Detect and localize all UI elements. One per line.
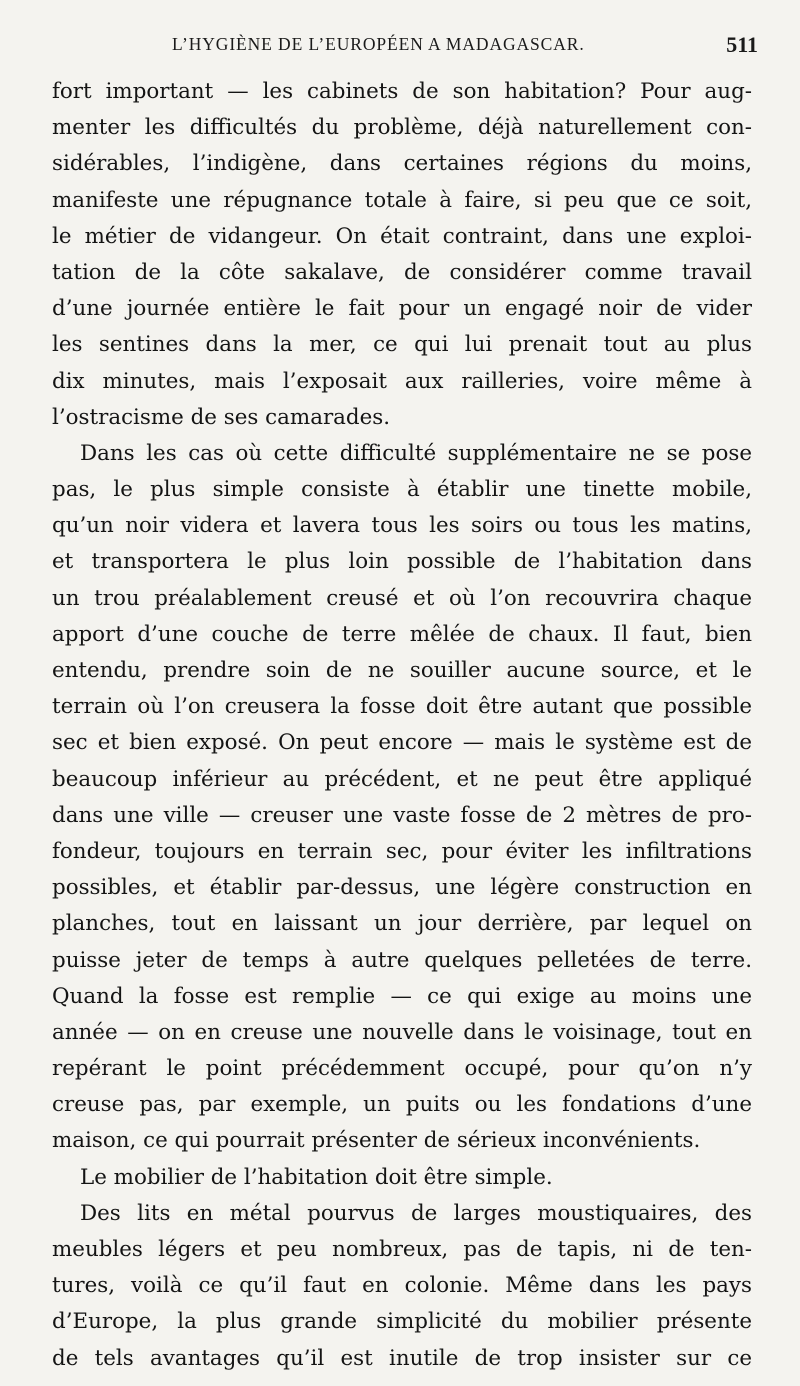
text-line: les sentines dans la mer, ce qui lui prenait tout au plus	[52, 332, 752, 358]
text-line: fondeur, toujours en terrain sec, pour éviter les infiltrations	[52, 838, 752, 864]
text-line: entendu, prendre soin de ne souiller aucune source, et le	[52, 658, 752, 683]
text-line: planches, tout en laissant un jour derrière, par lequel on	[52, 911, 752, 937]
text-line: pas, le plus simple consiste à établir une tinette mobile,	[52, 477, 752, 503]
text-line: d’une journée entière le fait pour un engagé noir de vider	[52, 296, 752, 322]
text-line: puisse jeter de temps à autre quelques pelletées de terre.	[52, 947, 752, 973]
text-line: tures, voilà ce qu’il faut en colonie. Même dans les pays	[52, 1273, 752, 1299]
text-line: Des lits en métal pourvus de larges moustiquaires, des	[80, 1200, 752, 1226]
text-line: beaucoup inférieur au précédent, et ne peut être appliqué	[52, 766, 752, 792]
text-line: qu’un noir videra et lavera tous les soirs ou tous les matins,	[52, 513, 752, 539]
page-number: 511	[726, 32, 758, 57]
text-line: année — on en creuse une nouvelle dans le voisinage, tout en	[52, 1019, 752, 1045]
text-line: sidérables, l’indigène, dans certaines régions du moins,	[52, 151, 752, 177]
text-line: tation de la côte sakalave, de considérer comme travail	[52, 259, 752, 285]
text-line: Le mobilier de l’habitation doit être simple.	[80, 1164, 553, 1190]
running-head: L’HYGIÈNE DE L’EUROPÉEN A MADAGASCAR.	[172, 34, 585, 54]
text-line: apport d’une couche de terre mêlée de chaux. Il faut, bien	[52, 621, 752, 647]
text-line: un trou préalablement creusé et où l’on recouvrira chaque	[52, 585, 752, 611]
text-line: dans une ville — creuser une vaste fosse de 2 mètres de pro-	[52, 802, 752, 828]
text-line: repérant le point précédemment occupé, pour qu’on n’y	[52, 1056, 752, 1082]
text-line: creuse pas, par exemple, un puits ou les fondations d’une	[52, 1092, 752, 1118]
text-line: et transportera le plus loin possible de l’habitation dans	[52, 549, 752, 575]
page-header	[52, 34, 758, 64]
text-line: dix minutes, mais l’exposait aux railleries, voire même à	[52, 368, 752, 394]
text-line: maison, ce qui pourrait présenter de sérieux inconvénients.	[52, 1128, 701, 1154]
text-line: meubles légers et peu nombreux, pas de tapis, ni de ten-	[52, 1237, 752, 1262]
text-line: sec et bien exposé. On peut encore — mais le système est de	[52, 730, 752, 756]
text-line: de tels avantages qu’il est inutile de trop insister sur ce	[52, 1345, 752, 1371]
body-text	[52, 74, 752, 1377]
text-line: Dans les cas où cette difficulté supplémentaire ne se pose	[80, 440, 752, 466]
text-line: le métier de vidangeur. On était contraint, dans une exploi-	[52, 223, 752, 249]
text-line: l’ostracisme de ses camarades.	[52, 404, 391, 430]
text-line: possibles, et établir par-dessus, une légère construction en	[52, 875, 752, 901]
text-line: manifeste une répugnance totale à faire, si peu que ce soit,	[52, 187, 752, 213]
text-line: fort important — les cabinets de son habitation? Pour aug-	[52, 79, 752, 104]
text-line: menter les difficultés du problème, déjà naturellement con-	[52, 115, 752, 141]
text-line: d’Europe, la plus grande simplicité du mobilier présente	[52, 1309, 752, 1335]
text-line: Quand la fosse est remplie — ce qui exige au moins une	[52, 983, 752, 1009]
text-line: terrain où l’on creusera la fosse doit être autant que possible	[52, 694, 752, 720]
